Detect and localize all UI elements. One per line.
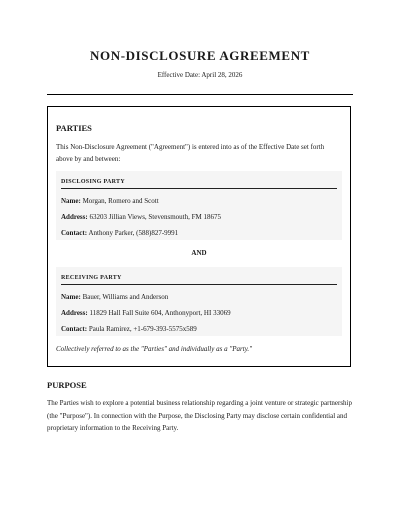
disclosing-party-card [56, 171, 342, 240]
document-title: NON-DISCLOSURE AGREEMENT [90, 48, 310, 63]
receiving-party-card [56, 267, 342, 336]
and-separator: AND [191, 249, 207, 257]
purpose-text: The Parties wish to explore a potential business relationship regarding a joint venture or strategic partnership (the "Purpose"). In connection with the Purpose, the Disclosing Party may disclose certain confidential and proprietary information to the Receiving Party. [47, 399, 352, 432]
disclosing-party-name: Name: Morgan, Romero and Scott [61, 197, 159, 205]
parties-heading: PARTIES [56, 123, 92, 133]
parties-section [47, 106, 351, 367]
receiving-party-name: Name: Bauer, Williams and Anderson [61, 293, 169, 301]
collective-note: Collectively referred to as the "Parties" and individually as a "Party." [56, 345, 253, 353]
parties-intro: This Non-Disclosure Agreement ("Agreement") is entered into as of the Effective Date set forth above by and between: [56, 143, 325, 163]
receiving-party-address: Address: 11829 Hall Fall Suite 604, Anthonyport, HI 33069 [61, 309, 231, 317]
disclosing-party-contact: Contact: Anthony Parker, (588)827-9991 [61, 229, 179, 237]
disclosing-party-heading: DISCLOSING PARTY [61, 171, 337, 189]
purpose-heading: PURPOSE [47, 380, 87, 390]
receiving-party-heading: RECEIVING PARTY [61, 267, 337, 285]
disclosing-party-address: Address: 63203 Jillian Views, Stevensmouth, FM 18675 [61, 213, 221, 221]
effective-date: Effective Date: April 28, 2026 [157, 71, 243, 79]
receiving-party-contact: Contact: Paula Ramirez, +1-679-393-5575x589 [61, 325, 197, 333]
header-divider [47, 94, 353, 95]
